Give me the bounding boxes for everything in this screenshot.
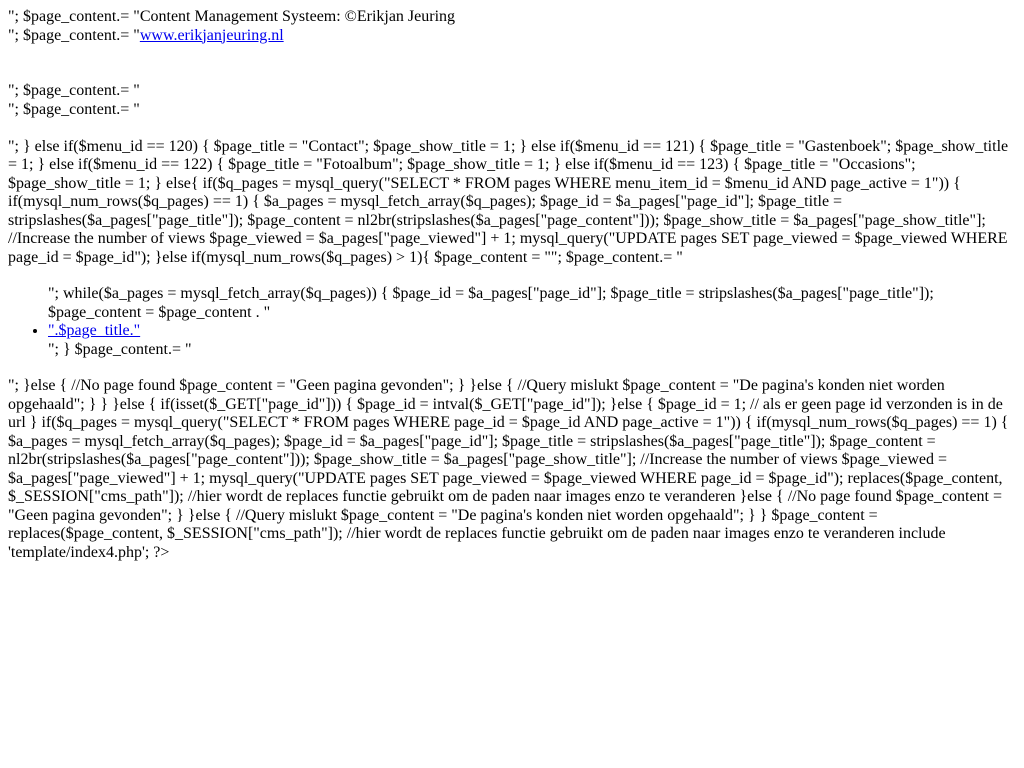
code-block-menu-handling: "; } else if($menu_id == 120) { $page_title = "Contact"; $page_show_title = 1; } else if($menu_id == 121) { $page_title = "Gastenboek"; $page_show_title = 1; } else if($menu_id == 122) { $page_title = "Fotoalbum"; $page_show_title = 1; } else if($menu_id == 123) { $page_title = "Occasions"; $page_show_title = 1; } else{ if($q_pages = mysql_query("SELECT * FROM pages WHERE menu_item_id = $menu_id AND page_active = 1")) { if(mysql_num_rows($q_pages) == 1) { $a_pages = mysql_fetch_array($q_pages); $page_id = $a_pages["page_id"]; $page_title = stripslashes($a_pages["page_title"]); $page_content = nl2br(stripslashes($a_pages["page_content"])); $page_show_title = $a_pages["page_show_title"]; //Increase the number of views $page_viewed = $a_pages["page_viewed"] + 1; mysql_query("UPDATE pages SET page_viewed = $page_viewed WHERE page_id = $page_id"); }else if(mysql_num_rows($q_pages) > 1){ $page_content = ""; $page_content.= ": [8, 137, 1009, 266]
list-intro-text: "; while($a_pages = mysql_fetch_array($q_pages)) { $page_id = $a_pages["page_id"]; $page_title = stripslashes($a_pages["page_title"]); $page_content = $page_content . ": [48, 285, 934, 321]
spacer: [8, 119, 1016, 138]
list-after-text: "; } $page_content.= ": [48, 340, 192, 358]
site-link[interactable]: www.erikjanjeuring.nl: [139, 26, 284, 44]
cms-site-line: [8, 27, 1016, 46]
site-line-prefix: "; $page_content.= ": [8, 26, 140, 44]
page-title-link[interactable]: ".$page_title.": [48, 322, 141, 339]
page-list-section: [8, 285, 1016, 359]
list-item: [48, 322, 1016, 341]
code-block-page-fetch: "; }else { //No page found $page_content = "Geen pagina gevonden"; } }else { //Query mislukt $page_content = "De pagina's konden niet worden opgehaald"; } } }else { if(isset($_GET["page_id"])) { $page_id = intval($_GET["page_id"]); }else { $page_id = 1; // als er geen page id verzonden is in de url } if($q_pages = mysql_query("SELECT * FROM pages WHERE page_id = $page_id AND page_active = 1")) { if(mysql_num_rows($q_pages) == 1) { $a_pages = mysql_fetch_array($q_pages); $page_id = $a_pages["page_id"]; $page_title = stripslashes($a_pages["page_title"]); $page_content = nl2br(stripslashes($a_pages["page_content"])); $page_show_title = $a_pages["page_show_title"]; //Increase the number of views $page_viewed = $a_pages["page_viewed"] + 1; mysql_query("UPDATE pages SET page_viewed = $page_viewed WHERE page_id = $page_id"); replaces($page_content, $_SESSION["cms_path"]); //hier wordt de replaces functie gebruikt om de paden naar images enzo te veranderen }else { //No page found $page_content = "Geen pagina gevonden"; } }else { //Query mislukt $page_content = "De pagina's konden niet worden opgehaald"; } } $page_content = replaces($page_content, $_SESSION["cms_path"]); //hier wordt de replaces functie gebruikt om de paden naar images enzo te veranderen include 'template/index4.php'; ?>: [8, 377, 1009, 561]
page-list: [8, 322, 1016, 341]
code-line-1: "; $page_content.= ": [8, 82, 140, 99]
cms-header-line: "; $page_content.= "Content Management Systeem: ©Erikjan Jeuring: [8, 8, 456, 25]
code-line-2: "; $page_content.= ": [8, 100, 140, 118]
spacer: [8, 45, 1016, 82]
